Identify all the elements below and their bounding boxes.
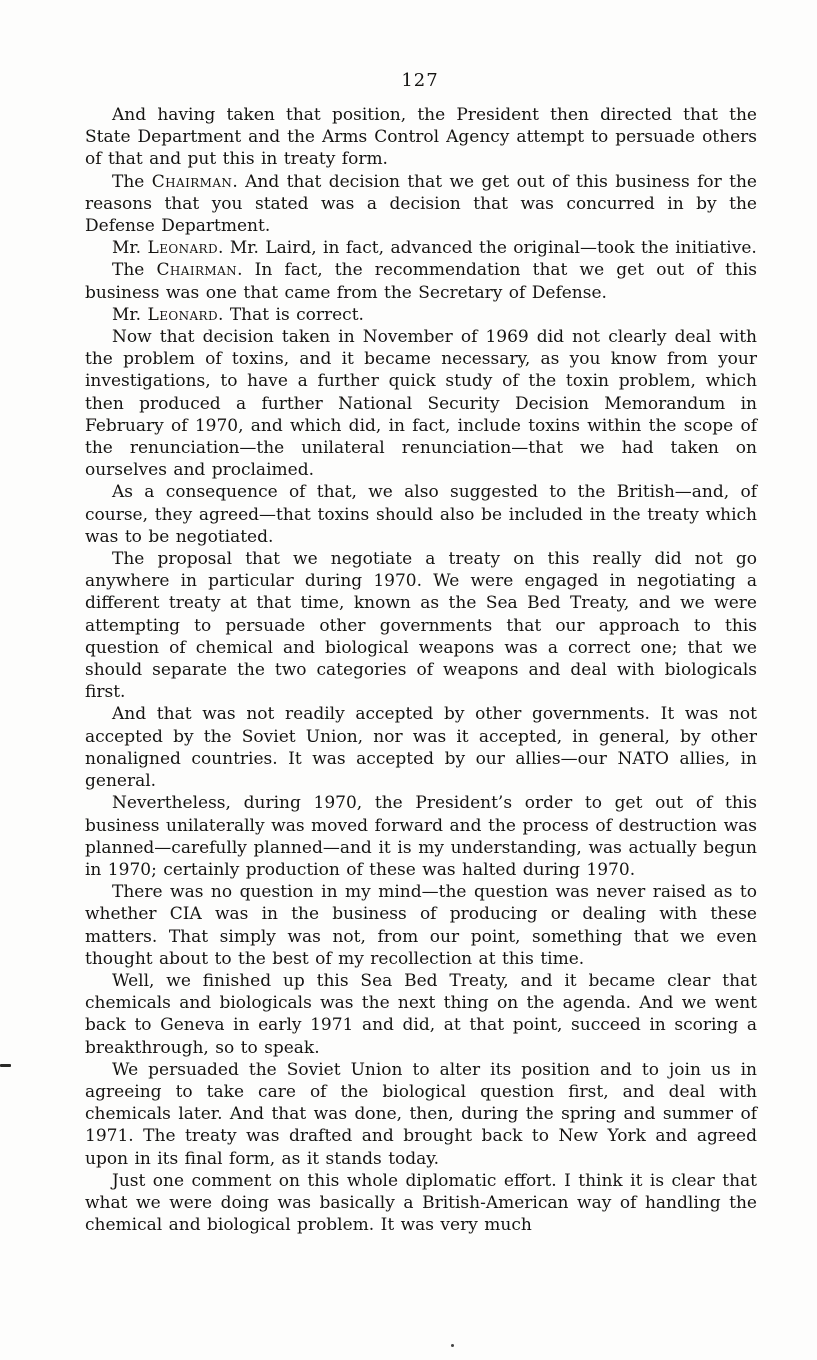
paragraph xyxy=(85,881,757,970)
paragraph-text: We persuaded the Soviet Union to alter its position and to join us in agreeing to take care of the biological question first, and deal with chemicals later. And that was done, then, during the spring and summer of 1971. The treaty was drafted and brought back to New York and agreed upon in its final form, as it stands today. xyxy=(85,1059,757,1169)
paragraph-text: Nevertheless, during 1970, the President’s order to get out of this business unilaterally was moved forward and the process of destruction was planned—carefully planned—and it is my understanding, was actually begun in 1970; certainly production of these was halted during 1970. xyxy=(85,793,757,880)
paragraph-text: Mr. xyxy=(112,304,148,325)
paragraph xyxy=(85,703,757,792)
paragraph xyxy=(85,1170,757,1237)
paragraph xyxy=(85,548,757,703)
paragraph-text: . Mr. Laird, in fact, advanced the original—took the initiative. xyxy=(218,238,757,259)
paragraph xyxy=(85,326,757,481)
paragraph-text: And having taken that position, the President then directed that the State Department and the Arms Control Agency attempt to persuade others of that and put this in treaty form. xyxy=(85,105,757,170)
paragraph-text: Mr. xyxy=(112,238,148,259)
paragraph-text: Well, we finished up this Sea Bed Treaty, and it became clear that chemicals and biologicals was the next thing on the agenda. And we went back to Geneva in early 1971 and did, at that point, succeed in scoring a breakthrough, so to speak. xyxy=(85,970,757,1058)
paragraph-text: The proposal that we negotiate a treaty on this really did not go anywhere in particular during 1970. We were engaged in negotiating a different treaty at that time, known as the Sea Bed Treaty, and we were attempting to persuade other governments that our approach to this question of chemical and biological weapons was a correct one; that we should separate the two categories of weapons and deal with biologicals first. xyxy=(85,549,757,703)
paragraph-text: There was no question in my mind—the question was never raised as to whether CIA was in the business of producing or dealing with these matters. That simply was not, from our point, something that we even thought about to the best of my recollection at this time. xyxy=(85,882,757,969)
paragraph-text: . In fact, the recommendation that we get out of this business was one that came from the Secretary of Defense. xyxy=(85,260,758,303)
scan-artifact-dash xyxy=(0,1064,11,1067)
speaker-name: Leonard xyxy=(147,238,219,259)
speaker-name: Chairman xyxy=(156,260,238,281)
paragraph-text: And that was not readily accepted by other governments. It was not accepted by the Soviet Union, nor was it accepted, in general, by other nonaligned countries. It was accepted by our allies—our NATO allies, in general. xyxy=(85,704,757,792)
paragraph xyxy=(85,259,757,303)
speaker-name: Chairman xyxy=(151,171,233,192)
paragraph xyxy=(85,970,757,1059)
paragraph-text: As a consequence of that, we also suggested to the British—and, of course, they agreed—that toxins should also be included in the treaty which was to be negotiated. xyxy=(85,482,757,547)
paragraph xyxy=(85,104,757,171)
paragraph xyxy=(85,1059,757,1170)
paragraph xyxy=(85,304,757,326)
page-number: 127 xyxy=(401,70,439,91)
paragraph-text: The xyxy=(112,260,157,281)
paragraph-text: Now that decision taken in November of 1969 did not clearly deal with the problem of toxins, and it became necessary, as you know from your investigations, to have a further quick study of the toxin problem, which then produced a further National Security Decision Memorandum in February of 1970, and which did, in fact, include toxins within the scope of the renunciation—the unilateral renunciation—that we had taken on ourselves and proclaimed. xyxy=(85,327,757,481)
paragraph-text: Just one comment on this whole diplomatic effort. I think it is clear that what we were doing was basically a British-American way of handling the chemical and biological problem. It was very much xyxy=(85,1170,757,1236)
paragraph xyxy=(85,481,757,548)
paragraph-text: . That is correct. xyxy=(218,304,364,325)
scan-artifact-speck xyxy=(451,1344,454,1347)
paragraph xyxy=(85,237,757,259)
paragraph xyxy=(85,792,757,881)
paragraph xyxy=(85,171,757,238)
text-block xyxy=(85,104,757,1236)
paragraph-text: The xyxy=(112,171,152,192)
paragraph-text: . And that decision that we get out of this business for the reasons that you stated was a decision that was concurred in by the Defense Department. xyxy=(85,171,757,237)
speaker-name: Leonard xyxy=(147,304,219,325)
